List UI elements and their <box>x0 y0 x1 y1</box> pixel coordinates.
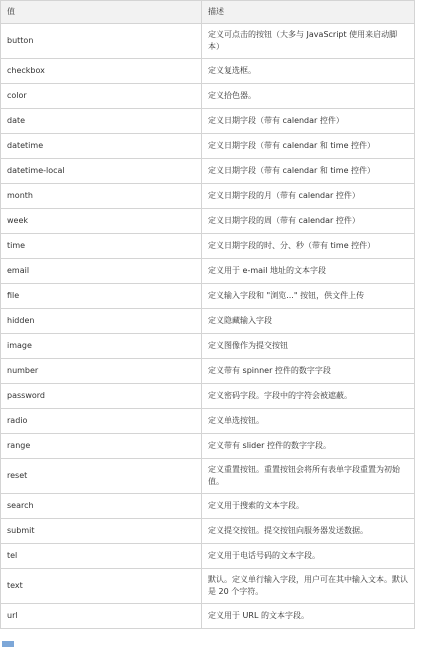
cell-description: 定义日期字段的时、分、秒（带有 time 控件） <box>202 234 415 259</box>
cell-value: week <box>1 209 202 234</box>
table-row <box>1 284 415 309</box>
table-row <box>1 84 415 109</box>
cell-description: 定义提交按钮。提交按钮向服务器发送数据。 <box>202 519 415 544</box>
cell-description: 定义日期字段（带有 calendar 和 time 控件） <box>202 134 415 159</box>
table-row <box>1 604 415 629</box>
column-header-value: 值 <box>1 1 202 24</box>
cell-value: search <box>1 494 202 519</box>
table-row <box>1 494 415 519</box>
table-row <box>1 59 415 84</box>
cell-description: 定义输入字段和 "浏览..." 按钮，供文件上传 <box>202 284 415 309</box>
cell-value: reset <box>1 459 202 494</box>
cell-value: hidden <box>1 309 202 334</box>
cell-description: 定义用于搜索的文本字段。 <box>202 494 415 519</box>
cell-value: url <box>1 604 202 629</box>
cell-value: tel <box>1 544 202 569</box>
table-row <box>1 544 415 569</box>
cell-description: 定义图像作为提交按钮 <box>202 334 415 359</box>
table-row <box>1 134 415 159</box>
table-row <box>1 334 415 359</box>
footer-link[interactable] <box>2 641 14 647</box>
table-row <box>1 234 415 259</box>
cell-value: text <box>1 569 202 604</box>
cell-description: 定义用于 e-mail 地址的文本字段 <box>202 259 415 284</box>
table-row <box>1 459 415 494</box>
cell-description: 定义用于电话号码的文本字段。 <box>202 544 415 569</box>
cell-value: email <box>1 259 202 284</box>
cell-description: 定义隐藏输入字段 <box>202 309 415 334</box>
cell-value: range <box>1 434 202 459</box>
cell-value: file <box>1 284 202 309</box>
cell-value: date <box>1 109 202 134</box>
cell-value: datetime-local <box>1 159 202 184</box>
cell-value: button <box>1 24 202 59</box>
cell-description: 定义带有 spinner 控件的数字字段 <box>202 359 415 384</box>
table-row <box>1 259 415 284</box>
cell-value: password <box>1 384 202 409</box>
table-row <box>1 384 415 409</box>
cell-description: 定义密码字段。字段中的字符会被遮蔽。 <box>202 384 415 409</box>
cell-value: datetime <box>1 134 202 159</box>
table-row <box>1 434 415 459</box>
cell-description: 定义单选按钮。 <box>202 409 415 434</box>
table-row <box>1 24 415 59</box>
cell-description: 定义日期字段（带有 calendar 和 time 控件） <box>202 159 415 184</box>
table-row <box>1 209 415 234</box>
cell-value: color <box>1 84 202 109</box>
table-header-row <box>1 1 415 24</box>
cell-description: 定义日期字段（带有 calendar 控件） <box>202 109 415 134</box>
column-header-description: 描述 <box>202 1 415 24</box>
table-body <box>1 24 415 629</box>
cell-description: 定义拾色器。 <box>202 84 415 109</box>
table-row <box>1 184 415 209</box>
table-row <box>1 309 415 334</box>
table-row <box>1 109 415 134</box>
table-row <box>1 519 415 544</box>
table-row <box>1 569 415 604</box>
cell-description: 定义日期字段的周（带有 calendar 控件） <box>202 209 415 234</box>
cell-value: checkbox <box>1 59 202 84</box>
cell-description: 定义用于 URL 的文本字段。 <box>202 604 415 629</box>
table-row <box>1 159 415 184</box>
cell-value: image <box>1 334 202 359</box>
cell-description: 默认。定义单行输入字段，用户可在其中输入文本。默认是 20 个字符。 <box>202 569 415 604</box>
table-row <box>1 359 415 384</box>
cell-description: 定义可点击的按钮（大多与 JavaScript 使用来启动脚本） <box>202 24 415 59</box>
cell-description: 定义重置按钮。重置按钮会将所有表单字段重置为初始值。 <box>202 459 415 494</box>
cell-value: submit <box>1 519 202 544</box>
cell-value: radio <box>1 409 202 434</box>
cell-description: 定义带有 slider 控件的数字字段。 <box>202 434 415 459</box>
table-row <box>1 409 415 434</box>
cell-value: time <box>1 234 202 259</box>
cell-value: month <box>1 184 202 209</box>
cell-value: number <box>1 359 202 384</box>
cell-description: 定义复选框。 <box>202 59 415 84</box>
cell-description: 定义日期字段的月（带有 calendar 控件） <box>202 184 415 209</box>
